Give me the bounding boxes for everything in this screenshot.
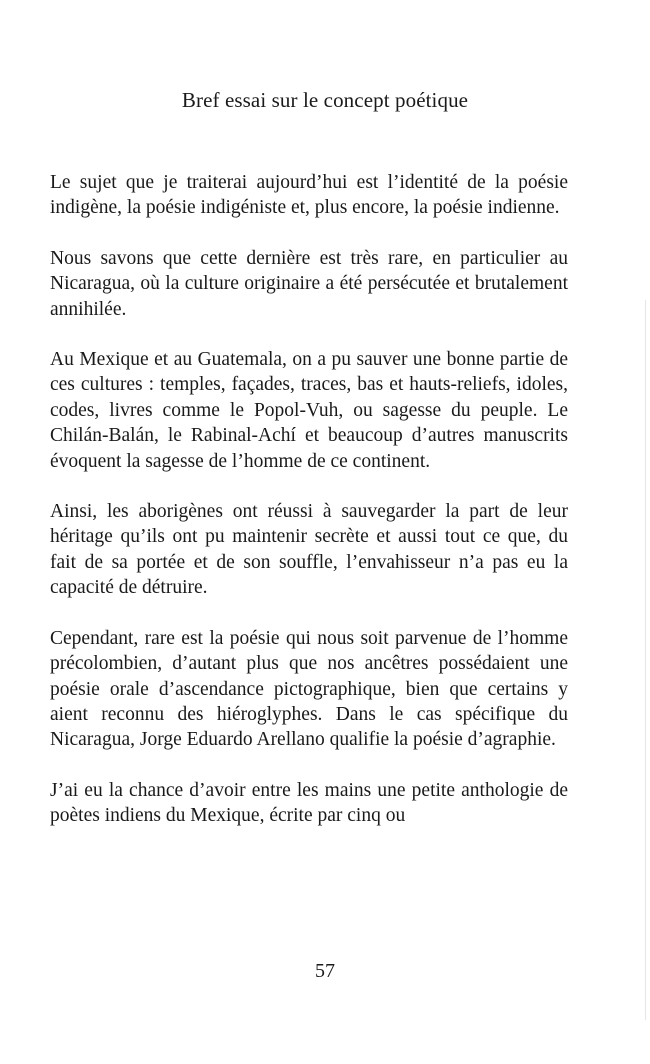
paragraph-6: J’ai eu la chance d’avoir entre les mains une petite anthologie de poètes indiens du Mexique, écrite par cinq ou	[50, 779, 568, 827]
page-title: Bref essai sur le concept poétique	[181, 88, 469, 112]
paragraph-3: Au Mexique et au Guatemala, on a pu sauver une bonne partie de ces cultures : temples, façades, traces, bas et hauts-reliefs, idoles, codes, livres comme le Popol-Vuh, ou sagesse du peuple. Le Chilán-Balán, le Rabinal-Achí et beaucoup d’autres manuscrits évoquent la sagesse de l’homme de ce continent.	[50, 349, 568, 472]
page-edge-shadow	[645, 300, 646, 1020]
paragraph-4: Ainsi, les aborigènes ont réussi à sauvegarder la part de leur héritage qu’ils ont pu maintenir secrète et aussi tout ce que, du fait de sa portée et de son souffle, l’envahisseur n’a pas eu la capacité de détruire.	[50, 501, 568, 599]
paragraph-5: Cependant, rare est la poésie qui nous soit parvenue de l’homme précolombien, d’autant plus que nos ancêtres possédaient une poésie orale d’ascendance pictographique, bien que certains y aient reconnu des hiéroglyphes. Dans le cas spécifique du Nicaragua, Jorge Eduardo Arellano qualifie la poésie d’agraphie.	[50, 627, 568, 751]
page-number: 57	[315, 960, 335, 982]
paragraph-1: Le sujet que je traiterai aujourd’hui est l’identité de la poésie indigène, la poésie indigéniste et, plus encore, la poésie indienne.	[50, 172, 568, 219]
paragraph-2: Nous savons que cette dernière est très rare, en particulier au Nicaragua, où la culture originaire a été persécutée et brutalement annihilée.	[50, 247, 568, 320]
body-text	[50, 170, 568, 854]
